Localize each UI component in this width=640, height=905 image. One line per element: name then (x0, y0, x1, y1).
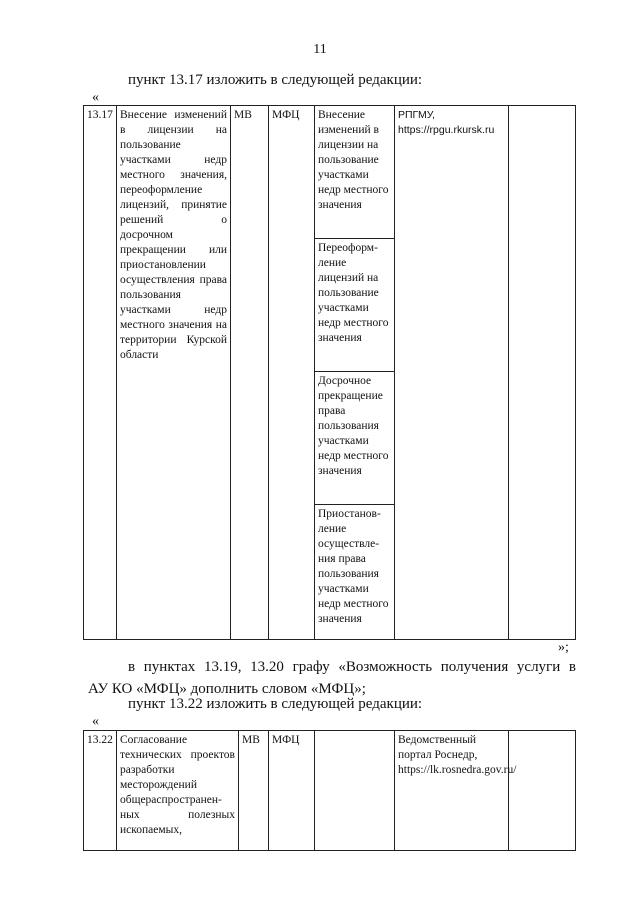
subservice-1: Внесение изменений в лицензии на пользование участками недр местного значения (315, 106, 394, 239)
subservice-3: Досрочное прекращение права пользования участками недр местного значения (315, 372, 394, 505)
close-quote: »; (558, 640, 569, 655)
service-name-2: Согласование технических проектов разработки месторождений общераспространен-ных полезных ископаемых, (117, 731, 239, 851)
empty-cell-2 (509, 731, 576, 851)
subservice-cell (315, 106, 395, 640)
mv-cell-2: МВ (239, 731, 269, 851)
subservice-2: Переоформ-ление лицензий на пользование участками недр местного значения (315, 239, 394, 372)
portal-cell-2: Ведомственный портал Роснедр, https://lk.rosnedra.gov.ru/ (395, 731, 509, 851)
table-13-22 (83, 730, 576, 851)
empty-cell (509, 106, 576, 640)
subservice-4: Приостанов-ление осуществле-ния права пользования участками недр местного значения (318, 508, 389, 625)
subservice-cell-2 (315, 731, 395, 851)
mfc-cell-2: МФЦ (269, 731, 315, 851)
service-name: Внесение изменений в лицензии на пользование участками недр местного значения, переоформление лицензий, принятие решений о досрочном прекращении или приостановлении осуществления права пользования участками недр местного значения на территории Курской области (117, 106, 231, 640)
paragraph-line-1: в пунктах 13.19, 13.20 графу «Возможность получения услуги в (128, 659, 576, 675)
row-number: 13.17 (84, 106, 117, 640)
paragraph-line-2: АУ КО «МФЦ» дополнить словом «МФЦ»; (88, 681, 366, 697)
mv-cell: МВ (231, 106, 269, 640)
page-number: 11 (313, 42, 327, 57)
paragraph-13-19 (88, 656, 576, 700)
open-quote: « (92, 90, 99, 105)
table-13-17 (83, 105, 576, 640)
intro-13-22: пункт 13.22 изложить в следующей редакции: (128, 696, 423, 712)
intro-13-17: пункт 13.17 изложить в следующей редакции: (128, 72, 423, 88)
mfc-cell: МФЦ (269, 106, 315, 640)
portal-cell (395, 106, 509, 640)
portal-text: РПГМУ, https://rpgu.rkursk.ru (398, 109, 495, 136)
row-number-2: 13.22 (84, 731, 117, 851)
open-quote-2: « (92, 714, 99, 729)
